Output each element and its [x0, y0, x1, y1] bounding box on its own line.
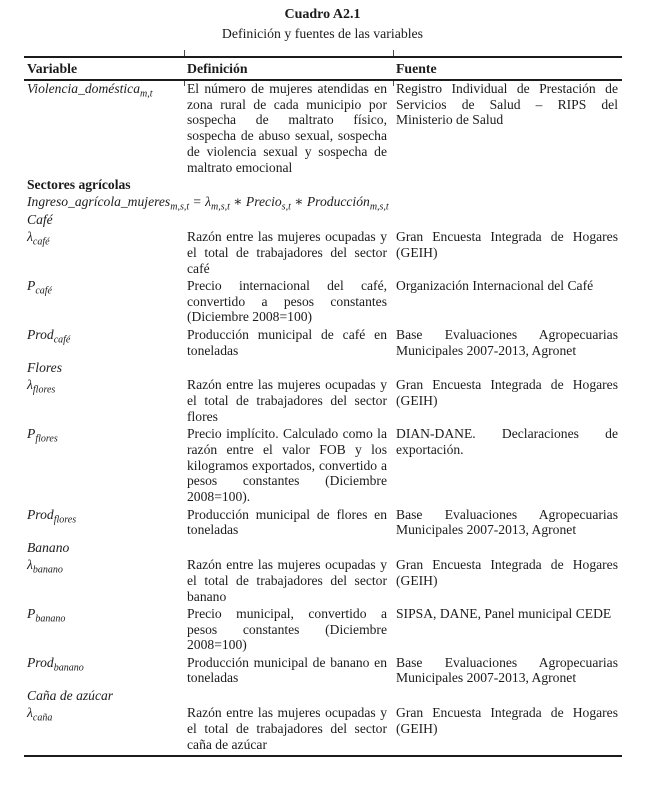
source-cell: Base Evaluaciones Agropecuarias Municipales 2007-2013, Agronet	[396, 326, 618, 358]
definition-cell: Precio internacional del café, convertido a pesos constantes (Diciembre 2008=100)	[187, 277, 387, 325]
table-body	[24, 80, 622, 757]
source-cell: Base Evaluaciones Agropecuarias Municipales 2007-2013, Agronet	[396, 654, 618, 686]
column-separator-tick	[393, 81, 394, 86]
section-row	[24, 177, 622, 194]
variable-row	[24, 377, 622, 426]
variable-row	[24, 426, 622, 506]
column-separator-tick	[184, 50, 185, 56]
definition-cell: Producción municipal de banano en toneladas	[187, 654, 387, 686]
source-cell: DIAN-DANE. Declaraciones de exportación.	[396, 426, 618, 457]
section-row	[24, 212, 622, 229]
variable-cell: $P_{café}$	[27, 277, 52, 297]
source-cell: Gran Encuesta Integrada de Hogares (GEIH)	[396, 556, 618, 588]
variable-cell: $\lambda_{café}$	[27, 228, 50, 248]
section-label: Sectores agrícolas	[27, 177, 131, 193]
variable-cell: $P_{flores}$	[27, 426, 58, 445]
column-header-variable: Variable	[24, 57, 184, 80]
variable-row	[24, 705, 622, 756]
source-cell: Organización Internacional del Café	[396, 277, 594, 293]
definition-cell: Precio implícito. Calculado como la razón entre el valor FOB y los kilogramos exportados, convertido a pesos constantes (Diciembre 2008=100).	[187, 426, 387, 505]
variable-row	[24, 80, 622, 177]
definition-cell: Razón entre las mujeres ocupadas y el total de trabajadores del sector flores	[187, 377, 387, 424]
variable-row	[24, 229, 622, 278]
section-label: Caña de azúcar	[27, 687, 114, 703]
column-separator-tick	[184, 81, 185, 86]
section-label: Flores	[27, 359, 62, 375]
source-cell: SIPSA, DANE, Panel municipal CEDE	[396, 605, 612, 621]
variable-row	[24, 278, 622, 327]
source-cell: Base Evaluaciones Agropecuarias Municipales 2007-2013, Agronet	[396, 506, 618, 538]
section-row	[24, 540, 622, 557]
table-header-row	[24, 57, 622, 80]
variables-table	[24, 56, 622, 757]
column-separator-tick	[393, 50, 394, 56]
section-row	[24, 688, 622, 705]
column-header-definicion: Definición	[184, 57, 393, 80]
variable-row	[24, 557, 622, 606]
column-header-fuente: Fuente	[393, 57, 622, 80]
source-cell: Gran Encuesta Integrada de Hogares (GEIH)	[396, 377, 618, 408]
variable-cell: $\lambda_{caña}$	[24, 705, 184, 756]
definition-cell: Producción municipal de café en toneladas	[187, 326, 387, 358]
income-formula: Ingreso_agrícola_mujeres$_{m,s,t}$ = $\lambda_{m,s,t}$ ∗ Precio$_{s,t}$ ∗ Producción$_{m,s,t}$	[27, 194, 389, 214]
definition-cell: El número de mujeres atendidas en zona rural de cada municipio por sospecha de maltrato físico, sospecha de abuso sexual, sospecha de violencia sexual y sospecha de maltrato emocional	[187, 80, 387, 175]
formula-row	[24, 194, 622, 211]
source-cell: Gran Encuesta Integrada de Hogares (GEIH)	[396, 228, 618, 260]
variable-row	[24, 655, 622, 688]
variable-cell: Prod$_{banano}$	[27, 654, 84, 674]
definition-cell: Razón entre las mujeres ocupadas y el total de trabajadores del sector banano	[187, 556, 387, 604]
section-label: Banano	[27, 539, 70, 555]
variable-cell: Prod$_{café}$	[27, 326, 71, 346]
variable-row	[24, 507, 622, 540]
section-row	[24, 360, 622, 377]
variable-cell: $\lambda_{banano}$	[27, 556, 63, 576]
table-number-title: Cuadro A2.1	[284, 7, 361, 22]
definition-cell: Precio municipal, convertido a pesos constantes (Diciembre 2008=100)	[187, 605, 387, 653]
variable-row	[24, 327, 622, 360]
variable-row	[24, 606, 622, 655]
source-cell: Gran Encuesta Integrada de Hogares (GEIH)	[393, 705, 622, 756]
table-title-block	[0, 5, 645, 43]
table-subtitle: Definición y fuentes de las variables	[221, 26, 424, 41]
definition-cell: Razón entre las mujeres ocupadas y el total de trabajadores del sector café	[187, 228, 387, 276]
variable-cell: Prod$_{flores}$	[27, 506, 77, 526]
section-label: Café	[27, 211, 53, 227]
variable-cell: Violencia_doméstica$_{m,t}$	[27, 80, 153, 100]
variable-cell: $P_{banano}$	[27, 605, 66, 625]
variable-cell: $\lambda_{flores}$	[27, 377, 56, 396]
source-cell: Registro Individual de Prestación de Servicios de Salud – RIPS del Ministerio de Salud	[396, 80, 618, 128]
definition-cell: Razón entre las mujeres ocupadas y el total de trabajadores del sector caña de azúcar	[184, 705, 393, 756]
definition-cell: Producción municipal de flores en toneladas	[187, 506, 387, 538]
